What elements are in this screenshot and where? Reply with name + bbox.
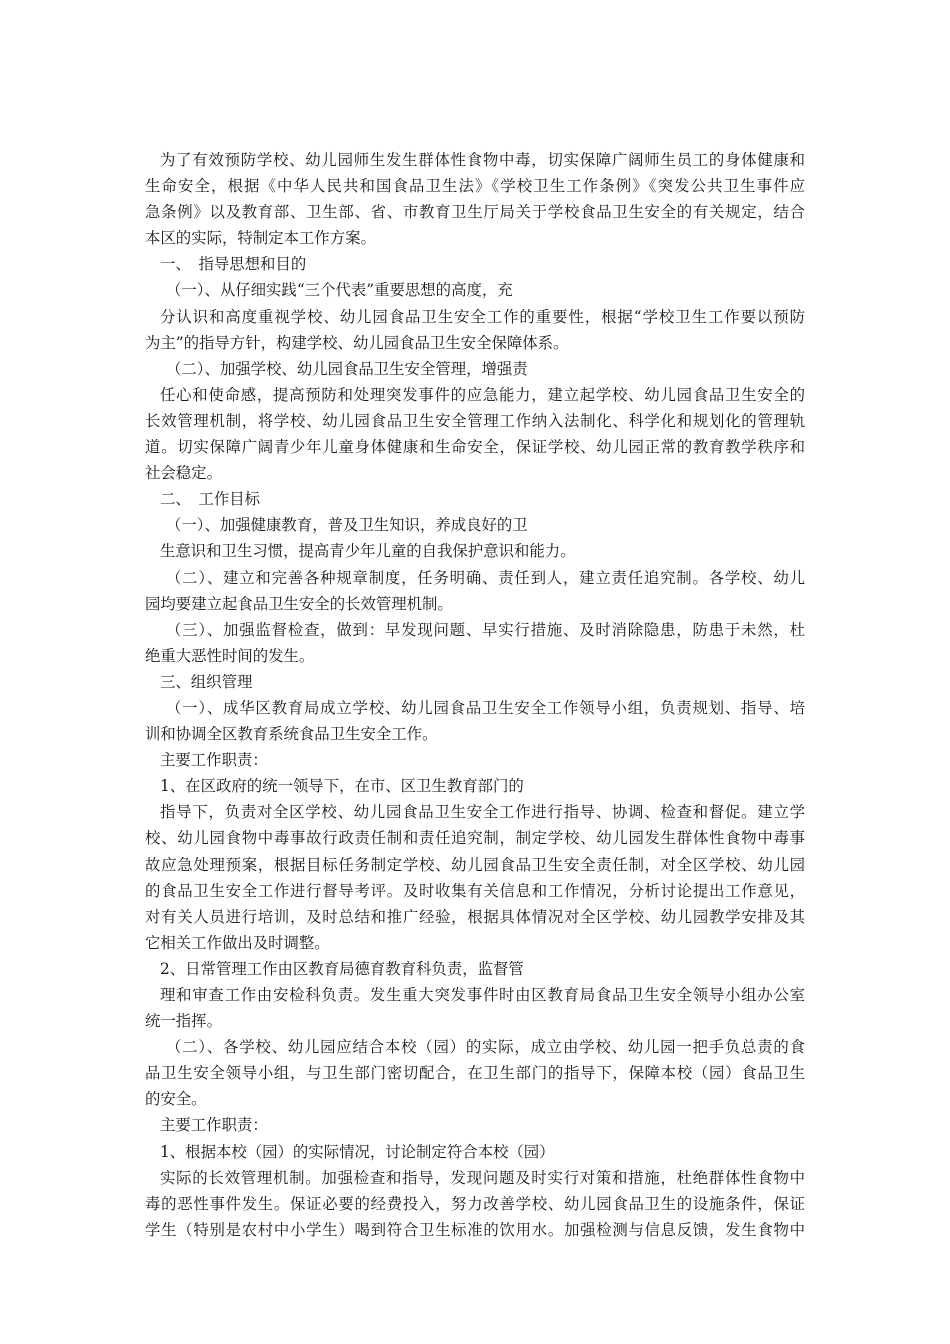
text-line: （二）、加强学校、幼儿园食品卫生安全管理，增强责: [166, 359, 528, 378]
text-line: 理和审查工作由安检科负责。发生重大突发事件时由区教育局食品卫生安全领导小组办公室: [160, 986, 805, 1004]
text-line: 指导下，负责对全区学校、幼儿园食品卫生安全工作进行指导、协调、检查和督促。建立学: [160, 803, 805, 822]
text-line: 统一指挥。: [145, 1012, 222, 1031]
text-line: （三）、加强监督检查，做到：早发现问题、早实行措施、及时消除隐患，防患于未然，杜: [166, 620, 805, 639]
text-line: （二）、建立和完善各种规章制度，任务明确、责任到人，建立责任追究制。各学校、幼儿: [166, 568, 805, 587]
text-line: 长效管理机制，将学校、幼儿园食品卫生安全管理工作纳入法制化、科学化和规划化的管理轨: [145, 411, 805, 430]
text-line: （一）、成华区教育局成立学校、幼儿园食品卫生安全工作领导小组，负责规划、指导、培: [166, 698, 805, 717]
text-line: （一）、从仔细实践“三个代表”重要思想的高度，充: [166, 281, 513, 300]
text-line: 道。切实保障广阔青少年儿童身体健康和生命安全，保证学校、幼儿园正常的教育教学秩序和: [145, 438, 805, 457]
text-line: 三、组织管理: [160, 672, 253, 691]
text-line: 毒的恶性事件发生。保证必要的经费投入，努力改善学校、幼儿园食品卫生的设施条件，保证: [145, 1194, 805, 1213]
text-line: 为主”的指导方针，构建学校、幼儿园食品卫生安全保障体系。: [145, 333, 569, 352]
text-line: 故应急处理预案，根据目标任务制定学校、幼儿园食品卫生安全责任制，对全区学校、幼儿园: [145, 855, 805, 874]
text-line: 主要工作职责：: [160, 1116, 268, 1135]
text-line: 1、根据本校（园）的实际情况，讨论制定符合本校（园）: [160, 1142, 555, 1161]
text-line: 品卫生安全领导小组，与卫生部门密切配合，在卫生部门的指导下，保障本校（园）食品卫生: [145, 1064, 805, 1083]
text-line: 主要工作职责：: [160, 751, 268, 770]
text-line: 任心和使命感，提高预防和处理突发事件的应急能力，建立起学校、幼儿园食品卫生安全的: [160, 385, 805, 404]
text-line: 对有关人员进行培训，及时总结和推广经验，根据具体情况对全区学校、幼儿园教学安排及其: [145, 907, 805, 926]
document-body: [145, 147, 805, 1243]
text-line: 生命安全，根据《中华人民共和国食品卫生法》《学校卫生工作条例》《突发公共卫生事件应: [145, 177, 805, 196]
text-line: 生意识和卫生习惯，提高青少年儿童的自我保护意识和能力。: [160, 542, 576, 561]
text-line: （二）、各学校、幼儿园应结合本校（园）的实际，成立由学校、幼儿园一把手负总责的食: [166, 1038, 805, 1057]
text-line: 1、在区政府的统一领导下，在市、区卫生教育部门的: [160, 777, 524, 796]
text-line: 急条例》以及教育部、卫生部、省、市教育卫生厅局关于学校食品卫生安全的有关规定，结合: [145, 203, 805, 222]
text-line: 二、 工作目标: [160, 490, 261, 509]
text-line: 为了有效预防学校、幼儿园师生发生群体性食物中毒，切实保障广阔师生员工的身体健康和: [160, 151, 805, 169]
text-line: 的安全。: [145, 1090, 207, 1109]
text-line: 本区的实际，特制定本工作方案。: [145, 229, 376, 248]
text-line: 校、幼儿园食物中毒事故行政责任制和责任追究制，制定学校、幼儿园发生群体性食物中毒事: [145, 829, 805, 848]
text-line: 实际的长效管理机制。加强检查和指导，发现问题及时实行对策和措施，杜绝群体性食物中: [160, 1168, 805, 1187]
text-line: 绝重大恶性时间的发生。: [145, 646, 315, 665]
text-line: 的食品卫生安全工作进行督导考评。及时收集有关信息和工作情况，分析讨论提出工作意见，: [145, 881, 805, 900]
text-line: 社会稳定。: [145, 464, 222, 483]
text-line: 一、 指导思想和目的: [160, 255, 307, 274]
text-line: 学生（特别是农村中小学生）喝到符合卫生标准的饮用水。加强检测与信息反馈，发生食物中: [145, 1220, 805, 1239]
text-line: （一）、加强健康教育，普及卫生知识，养成良好的卫: [166, 516, 528, 535]
text-line: 园均要建立起食品卫生安全的长效管理机制。: [145, 594, 453, 613]
text-line: 2、日常管理工作由区教育局德育教育科负责，监督管: [160, 959, 524, 978]
text-line: 它相关工作做出及时调整。: [145, 933, 330, 952]
text-line: 分认识和高度重视学校、幼儿园食品卫生安全工作的重要性，根据“学校卫生工作要以预防: [160, 307, 805, 326]
text-line: 训和协调全区教育系统食品卫生安全工作。: [145, 725, 438, 744]
